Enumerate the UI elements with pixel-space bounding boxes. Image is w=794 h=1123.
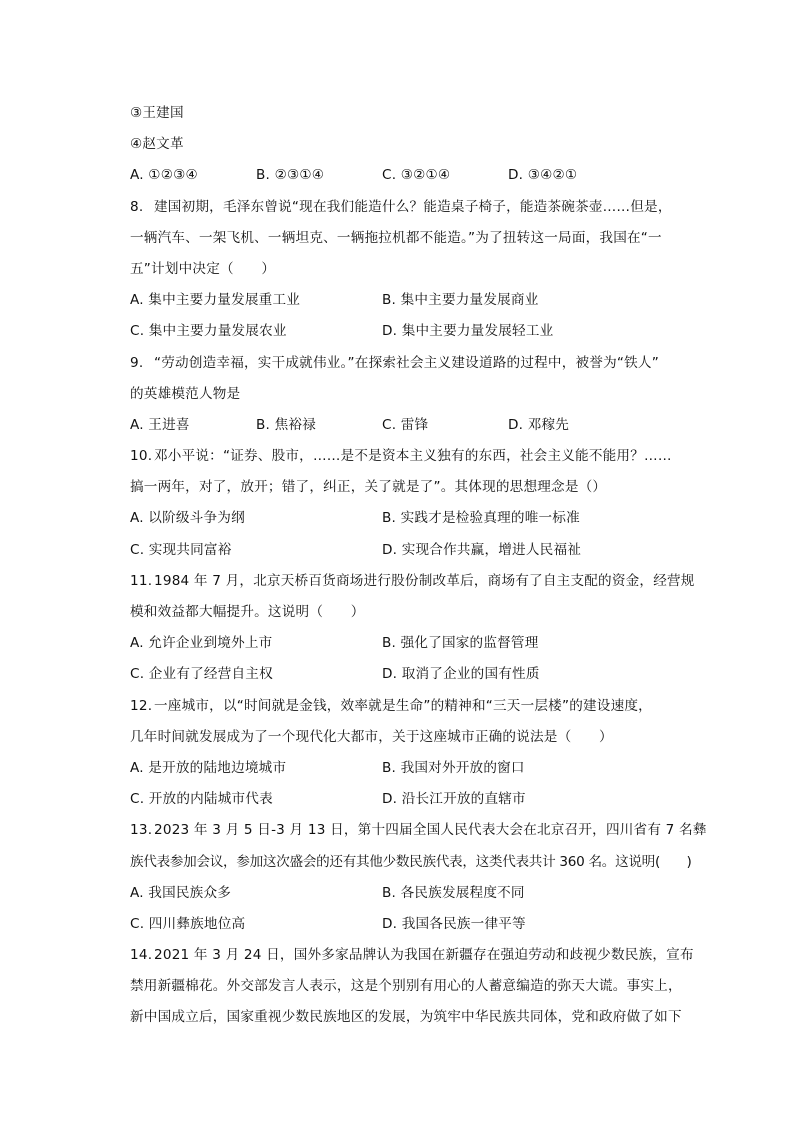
q13-stem-line-2: 族代表参加会议，参加这次盛会的还有其他少数民族代表，这类代表共计 360 名。这说明( ) xyxy=(130,853,692,870)
exam-page xyxy=(130,102,707,1038)
q12-option-b: B. 我国对外开放的窗口 xyxy=(382,759,525,776)
q9-options xyxy=(130,414,690,445)
q9-option-d: D. 邓稼先 xyxy=(508,416,570,433)
q12-options-row-2 xyxy=(130,788,690,819)
q12-option-d: D. 沿长江开放的直辖市 xyxy=(382,791,526,808)
q12-option-c: C. 开放的内陆城市代表 xyxy=(130,791,273,808)
q7-options xyxy=(130,164,690,195)
q8-text: 建国初期，毛泽东曾说“现在我们能造什么？能造桌子椅子，能造茶碗茶壶……但是， xyxy=(154,198,672,215)
q13-option-a: A. 我国民族众多 xyxy=(130,884,232,901)
q12-options-row-1 xyxy=(130,757,690,788)
q10-text: 邓小平说：“证券、股市，……是不是资本主义独有的东西，社会主义能不能用？…… xyxy=(154,448,672,465)
q10-options-row-2 xyxy=(130,539,690,570)
q9-text: “劳动创造幸福，实干成就伟业。”在探索社会主义建设道路的过程中，被誉为“铁人” xyxy=(154,354,659,371)
q10-option-c: C. 实现共同富裕 xyxy=(130,541,232,558)
q10-option-b: B. 实践才是检验真理的唯一标准 xyxy=(382,510,580,527)
q13-option-b: B. 各民族发展程度不同 xyxy=(382,884,525,901)
q10-option-d: D. 实现合作共赢，增进人民福祉 xyxy=(382,541,582,558)
q11-option-a: A. 允许企业到境外上市 xyxy=(130,635,273,652)
q13-options-row-2 xyxy=(130,913,690,944)
q12-stem-line-2: 几年时间就发展成为了一个现代化大都市，关于这座城市正确的说法是（ ） xyxy=(130,728,613,745)
q9-stem-line-2: 的英雄模范人物是 xyxy=(130,385,241,402)
q10-option-a: A. 以阶级斗争为纲 xyxy=(130,510,245,527)
q8-number: 8. xyxy=(130,198,144,215)
q7-item-3: ③王建国 xyxy=(130,105,184,121)
q8-options-row-1 xyxy=(130,289,690,320)
q14-stem-line-2: 禁用新疆棉花。外交部发言人表示，这是个别别有用心的人蓄意编造的弥天大谎。事实上， xyxy=(130,978,682,995)
q9-option-c: C. 雷锋 xyxy=(382,416,429,433)
q14-stem-line-1 xyxy=(130,944,694,975)
q7-option-b: B. ②③①④ xyxy=(256,167,325,184)
q11-number: 11. xyxy=(130,572,153,589)
q8-option-a: A. 集中主要力量发展重工业 xyxy=(130,292,301,309)
q12-stem-line-1 xyxy=(130,695,690,726)
q8-stem-line-2: 一辆汽车、一架飞机、一辆坦克、一辆拖拉机都不能造。”为了扭转这一局面，我国在“一 xyxy=(130,229,662,246)
q7-item-4: ④赵文革 xyxy=(130,136,184,153)
q11-option-b: B. 强化了国家的监督管理 xyxy=(382,635,539,652)
q12-option-a: A. 是开放的陆地边境城市 xyxy=(130,759,287,776)
q11-option-d: D. 取消了企业的国有性质 xyxy=(382,666,540,683)
q10-stem-line-2: 搞一两年，对了，放开；错了，纠正，关了就是了”。其体现的思想理念是（） xyxy=(130,479,607,496)
q13-option-d: D. 我国各民族一律平等 xyxy=(382,915,526,932)
q9-stem-line-1 xyxy=(130,352,690,383)
q9-option-b: B. 焦裕禄 xyxy=(256,416,316,433)
q14-number: 14. xyxy=(130,947,153,964)
q13-number: 13. xyxy=(130,822,153,839)
q13-text: 2023 年 3 月 5 日-3 月 13 日，第十四届全国人民代表大会在北京召开，四川省有 7 名彝 xyxy=(154,822,707,839)
q7-option-c: C. ③②①④ xyxy=(382,167,451,184)
q10-options-row-1 xyxy=(130,507,690,538)
q12-text: 一座城市，以“时间就是金钱，效率就是生命”的精神和“三天一层楼”的建设速度， xyxy=(154,697,652,714)
q11-stem-line-2: 模和效益都大幅提升。这说明（ ） xyxy=(130,604,365,620)
q10-number: 10. xyxy=(130,448,153,465)
q11-text: 1984 年 7 月，北京天桥百货商场进行股份制改革后，商场有了自主支配的资金，经营规 xyxy=(154,572,695,589)
q14-text: 2021 年 3 月 24 日，国外多家品牌认为我国在新疆存在强迫劳动和歧视少数民族，宣布 xyxy=(154,947,694,964)
q10-stem-line-1 xyxy=(130,445,690,476)
q11-options-row-1 xyxy=(130,632,690,663)
q13-option-c: C. 四川彝族地位高 xyxy=(130,915,246,932)
q7-option-a: A. ①②③④ xyxy=(130,167,198,184)
q8-stem-line-3: 五”计划中决定（ ） xyxy=(130,260,276,277)
q9-option-a: A. 王进喜 xyxy=(130,416,190,433)
q11-options-row-2 xyxy=(130,663,690,694)
q8-option-d: D. 集中主要力量发展轻工业 xyxy=(382,323,554,340)
q11-option-c: C. 企业有了经营自主权 xyxy=(130,666,273,683)
q9-number: 9. xyxy=(130,354,144,371)
q13-options-row-1 xyxy=(130,882,690,913)
q8-option-c: C. 集中主要力量发展农业 xyxy=(130,323,287,340)
q12-number: 12. xyxy=(130,697,153,714)
q13-stem-line-1 xyxy=(130,819,707,850)
q7-option-d: D. ③④②① xyxy=(508,167,578,184)
q14-stem-line-3: 新中国成立后，国家重视少数民族地区的发展，为筑牢中华民族共同体，党和政府做了如下 xyxy=(130,1009,682,1026)
q8-stem-line-1 xyxy=(130,196,690,227)
q11-stem-line-1 xyxy=(130,570,695,601)
q8-options-row-2 xyxy=(130,320,690,351)
q8-option-b: B. 集中主要力量发展商业 xyxy=(382,292,539,309)
